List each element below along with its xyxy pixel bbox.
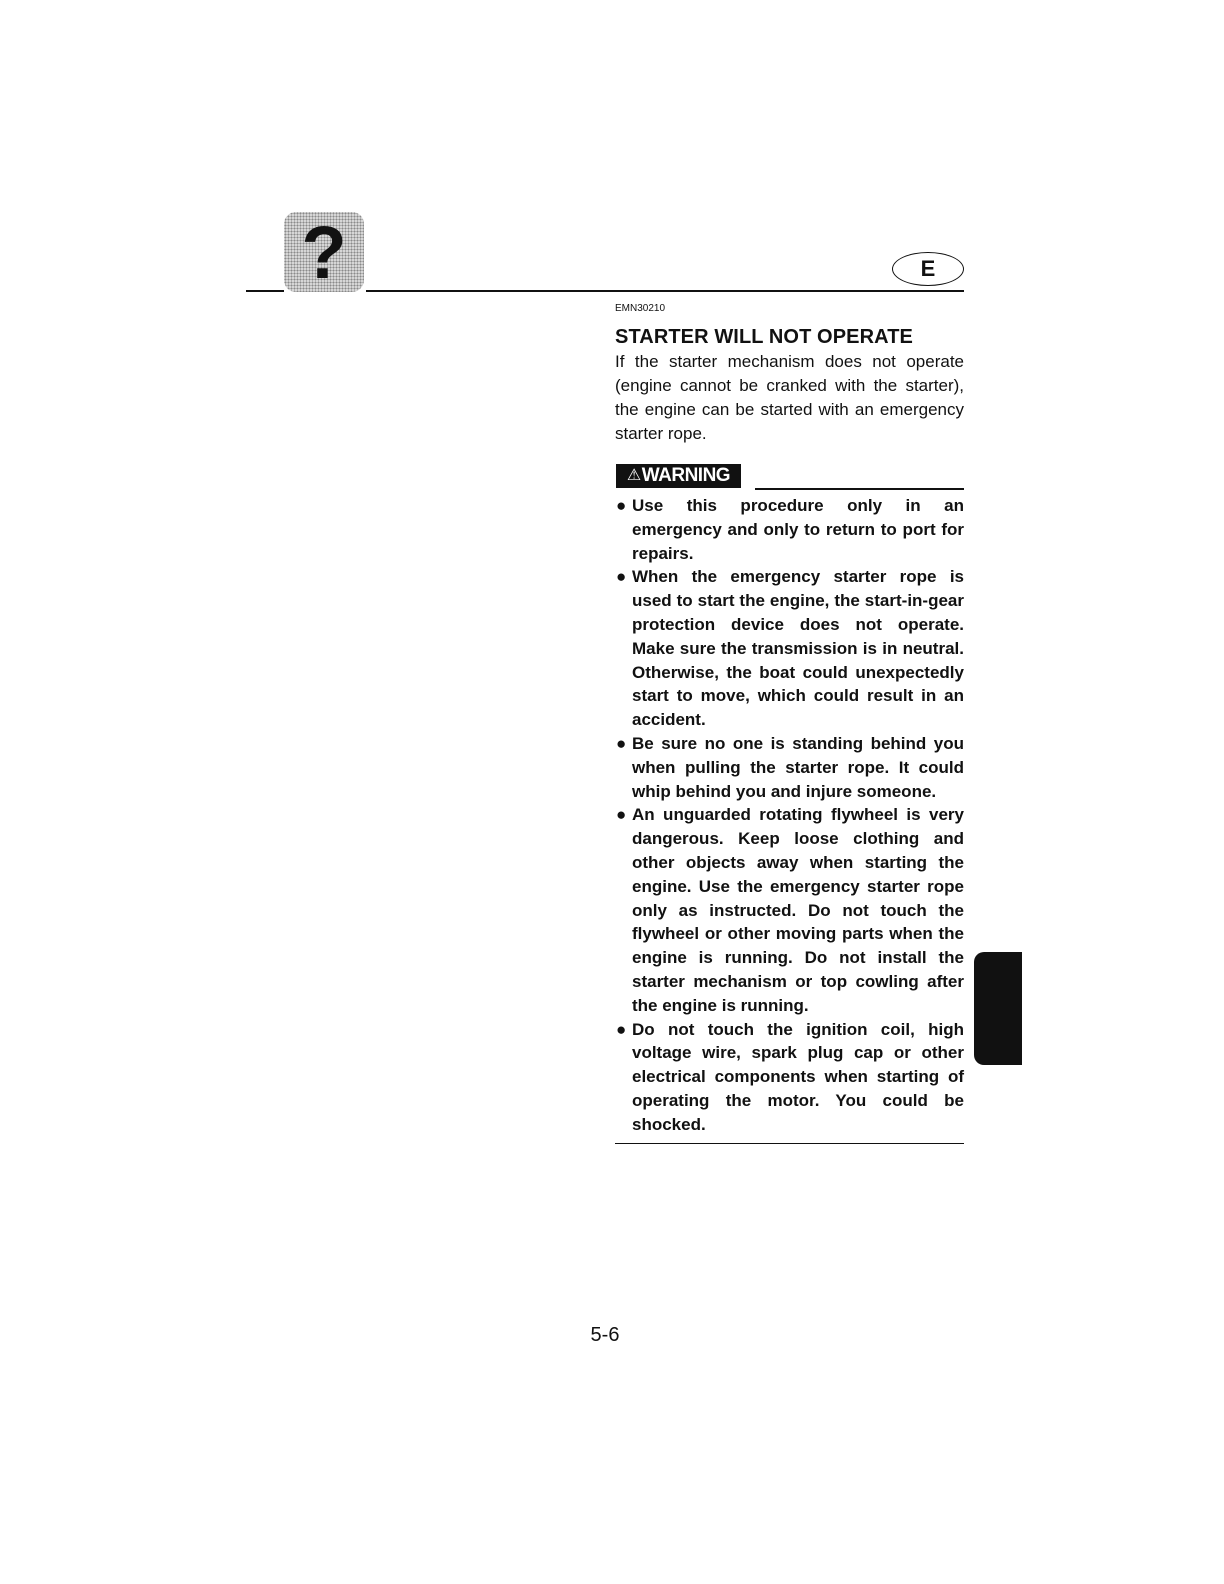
- warning-triangle-icon: ⚠: [626, 467, 641, 484]
- warning-rule: [755, 488, 964, 490]
- warning-label: WARNING: [641, 465, 731, 486]
- warning-end-rule: [615, 1143, 964, 1145]
- section-title: STARTER WILL NOT OPERATE: [615, 326, 913, 348]
- content-column: [615, 302, 964, 1144]
- language-badge: E: [892, 252, 964, 286]
- bullet-icon: ●: [616, 496, 627, 515]
- bullet-icon: ●: [616, 567, 627, 587]
- section-intro: If the starter mechanism does not operate (engine cannot be cranked with the starter), the engine can be started with an emergency starter rope.: [615, 352, 964, 443]
- bullet-icon: ●: [616, 733, 627, 753]
- warning-item-text: Be sure no one is standing behind you when pulling the starter rope. It could whip behind you and injure someone.: [632, 733, 964, 801]
- question-mark-glyph: ?: [301, 211, 347, 294]
- warning-badge: [616, 464, 741, 488]
- warning-item: [615, 494, 964, 565]
- section-code: EMN30210: [615, 303, 666, 314]
- header-rule-right: [366, 290, 964, 292]
- chapter-thumb-tab: [974, 952, 1022, 1065]
- warning-item-text: Use this procedure only in an emergency and only to return to port for repairs.: [632, 496, 964, 563]
- warning-item: [615, 803, 964, 1017]
- warning-item-text: Do not touch the ignition coil, high voltage wire, spark plug cap or other electrical components when starting of operating the motor. You could be shocked.: [632, 1019, 964, 1134]
- warning-item: [615, 1018, 964, 1137]
- warning-item: [615, 565, 964, 732]
- troubleshooting-question-icon: [284, 212, 364, 292]
- warning-item: [615, 732, 964, 803]
- header-rule-left: [246, 290, 284, 292]
- warning-header: [615, 464, 964, 494]
- warning-item-text: When the emergency starter rope is used to start the engine, the start-in-gear protection device does not operate. Make sure the transmission is in neutral. Otherwise, the boat could unexpectedly start to move, which could result in an accident.: [632, 567, 964, 730]
- bullet-icon: ●: [616, 1019, 627, 1039]
- page-number: 5-6: [590, 1324, 620, 1346]
- warning-item-text: An unguarded rotating flywheel is very dangerous. Keep loose clothing and other objects away when starting the engine. Use the emergency starter rope only as instructed. Do not touch the flywheel or other moving parts when the engine is running. Do not install the starter mechanism or top cowling after the engine is running.: [632, 805, 964, 1015]
- bullet-icon: ●: [616, 805, 627, 825]
- warning-list: [615, 494, 964, 1137]
